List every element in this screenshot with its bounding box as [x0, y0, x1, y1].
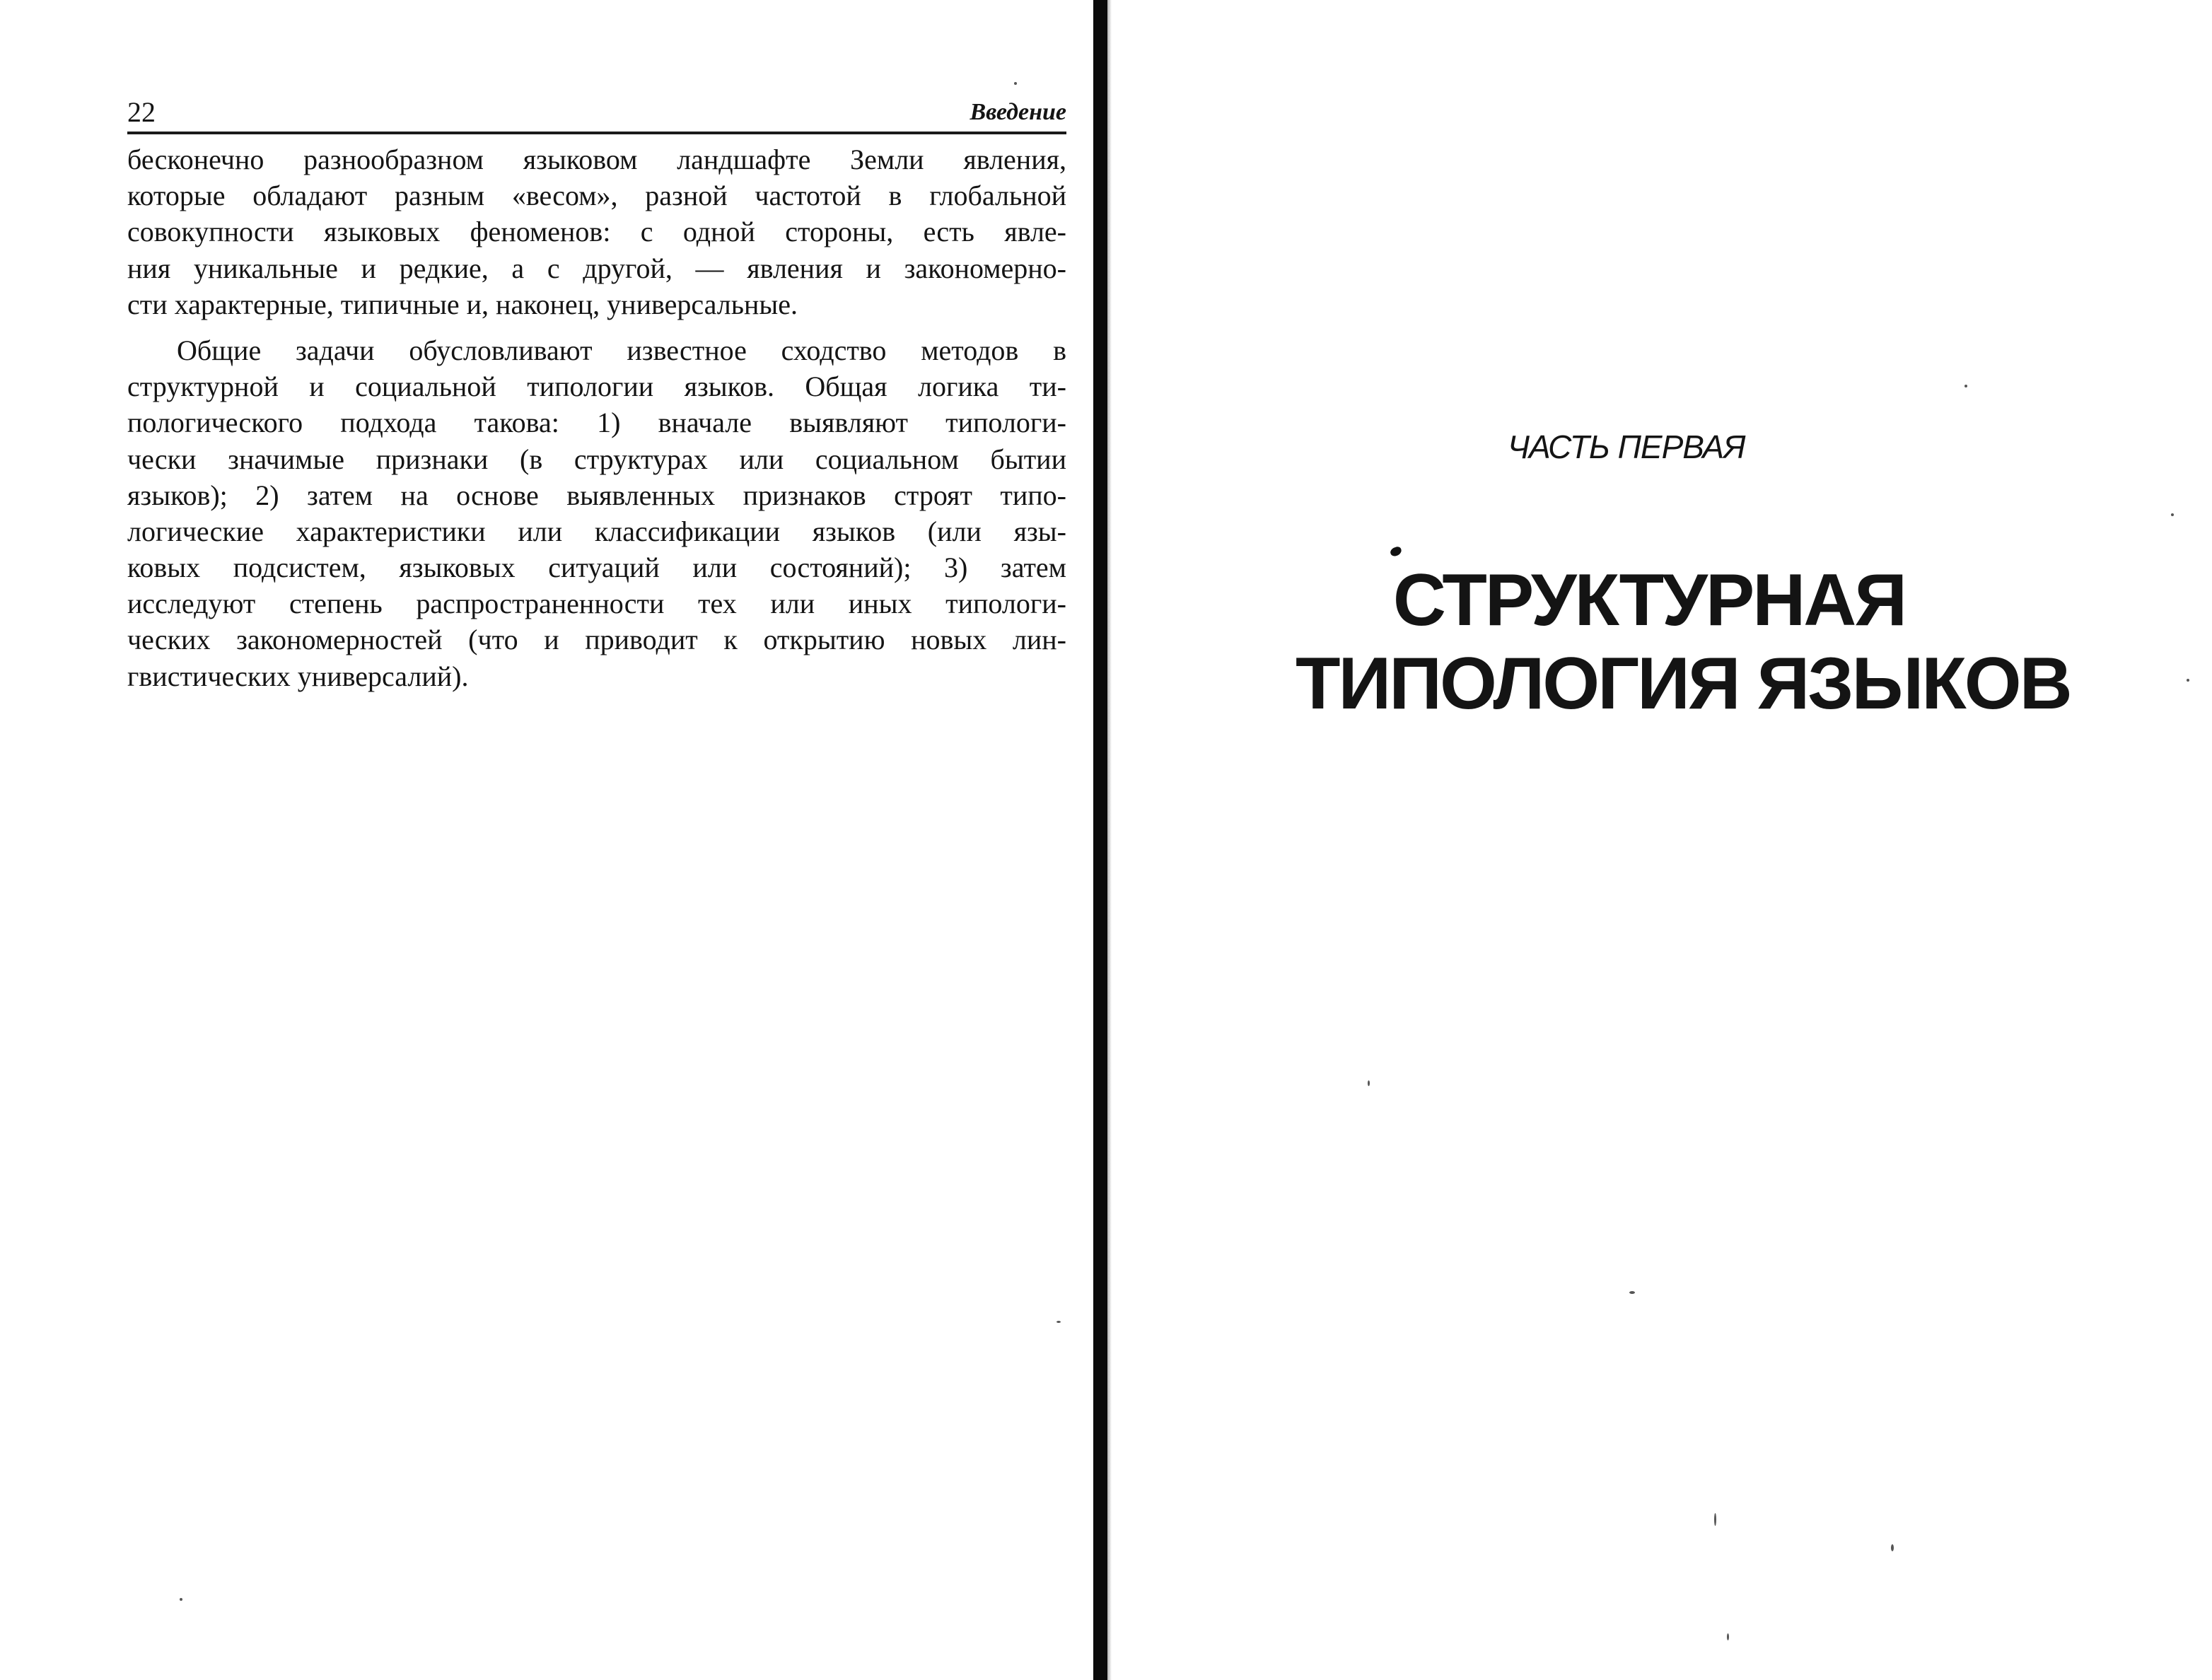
- scan-speck: [1056, 1321, 1061, 1323]
- running-head-title: Введение: [970, 99, 1066, 125]
- scan-speck: [2171, 513, 2174, 516]
- scan-speck: [1014, 82, 1017, 85]
- text-line: ковых подсистем, языковых ситуаций или состояний); 3) затем: [127, 552, 1066, 584]
- paragraph: [127, 141, 1066, 322]
- paragraph: [127, 332, 1066, 694]
- text-line: сти характерные, типичные и, наконец, универсальные.: [127, 288, 798, 320]
- right-page: [1112, 0, 2212, 1680]
- text-line: структурной и социальной типологии языков. Общая логика ти-: [127, 371, 1066, 403]
- text-line: пологического подхода такова: 1) вначале выявляют типологи-: [127, 407, 1066, 439]
- text-line: исследуют степень распространенности тех или иных типологи-: [127, 588, 1066, 620]
- text-line: совокупности языковых феноменов: с одной стороны, есть явле-: [127, 216, 1066, 248]
- text-line: языков); 2) затем на основе выявленных признаков строят типо-: [127, 479, 1066, 511]
- paragraph-gap: [127, 322, 1066, 332]
- left-page: [0, 0, 1093, 1680]
- scan-speck: [1629, 1291, 1635, 1294]
- text-line: чески значимые признаки (в структурах или социальном бытии: [127, 443, 1066, 475]
- gutter-line: [1093, 0, 1107, 1680]
- scan-speck: [1714, 1513, 1716, 1526]
- ink-mark: [1389, 546, 1402, 558]
- part-title: [1296, 559, 2071, 725]
- scan-speck: [180, 1598, 182, 1601]
- text-line: бесконечно разнообразном языковом ландшафте Земли явления,: [127, 144, 1066, 175]
- scan-speck: [1891, 1544, 1894, 1551]
- part-title-line-2: ТИПОЛОГИЯ ЯЗЫКОВ: [1296, 643, 2071, 725]
- scan-speck: [2187, 679, 2189, 682]
- text-line: ния уникальные и редкие, а с другой, — явления и закономерно-: [127, 252, 1066, 284]
- part-label: ЧАСТЬ ПЕРВАЯ: [1508, 428, 1745, 465]
- text-line: которые обладают разным «весом», разной частотой в глобальной: [127, 180, 1066, 212]
- text-line: логические характеристики или классификации языков (или язы-: [127, 515, 1066, 547]
- body-text: [127, 141, 1066, 694]
- running-head: [127, 92, 1066, 134]
- text-line: Общие задачи обусловливают известное сходство методов в: [177, 334, 1066, 366]
- text-line: ческих закономерностей (что и приводит к открытию новых лин-: [127, 624, 1066, 656]
- scan-speck: [1368, 1080, 1370, 1086]
- part-title-line-1: СТРУКТУРНАЯ: [1392, 559, 1906, 641]
- scan-speck: [1964, 385, 1967, 387]
- page-number: 22: [127, 96, 156, 128]
- scan-speck: [1727, 1633, 1729, 1640]
- text-line: гвистических универсалий).: [127, 660, 469, 692]
